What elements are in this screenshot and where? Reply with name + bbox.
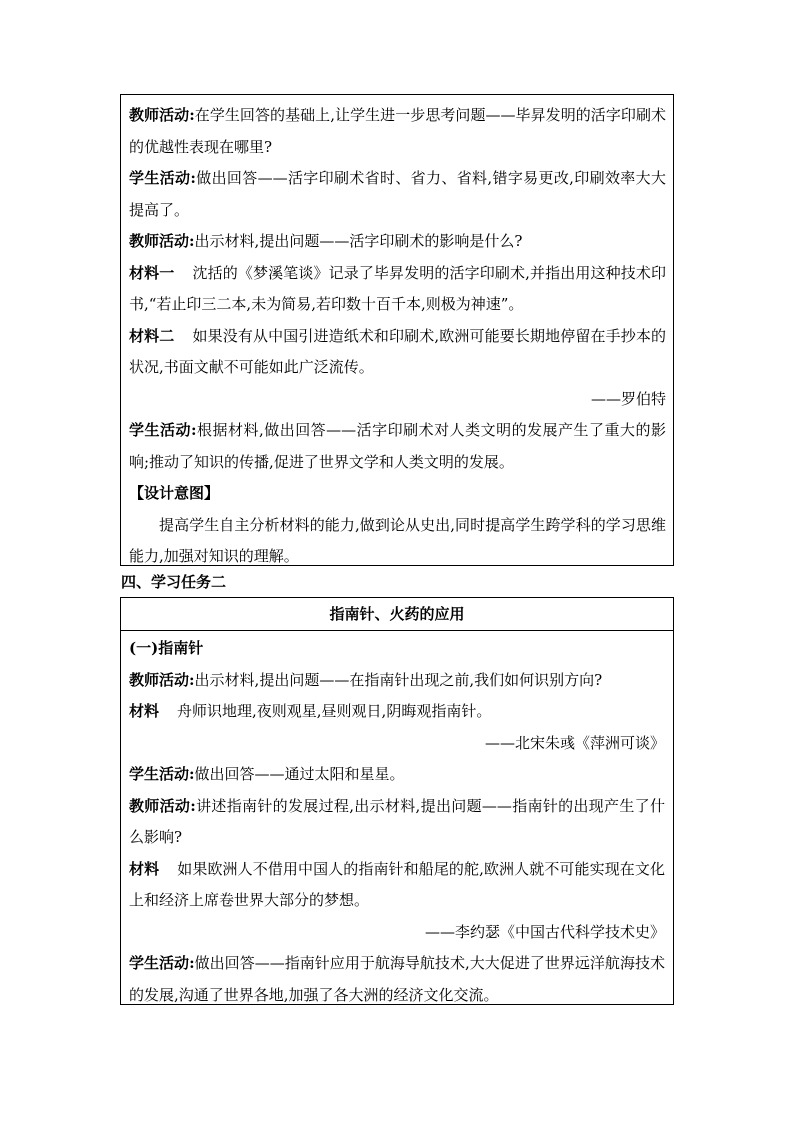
- material-label: 材料: [129, 859, 160, 878]
- activity-label: 教师活动:: [129, 106, 195, 124]
- material-3-source: ——北宋朱彧《萍洲可谈》: [484, 733, 665, 752]
- material-text: 如果欧洲人不借用中国人的指南针和船尾的舵,欧洲人就不可能实现在文化上和经济上席卷世界大部分的梦想。: [129, 859, 665, 909]
- activity-text: 做出回答——通过太阳和星星。: [194, 765, 405, 783]
- activity-text: 在学生回答的基础上,让学生进一步思考问题——毕昇发明的活字印刷术的优越性表现在哪里?: [129, 106, 666, 156]
- teacher-activity-1: [129, 100, 666, 163]
- design-intent-text: 提高学生自主分析材料的能力,做到论从史出,同时提高学生跨学科的学习思维能力,加强对知识的理解。: [129, 515, 666, 565]
- activity-label: 学生活动:: [129, 169, 196, 187]
- teacher-activity-3: [129, 665, 665, 697]
- material-label: 材料二: [129, 326, 175, 345]
- design-intent-heading: 【设计意图】: [129, 484, 220, 502]
- activity-label: 学生活动:: [129, 954, 195, 972]
- student-activity-4: [129, 948, 665, 1011]
- teacher-activity-4: [129, 791, 665, 854]
- material-text: 舟师识地理,夜则观星,昼则观日,阴晦观指南针。: [177, 702, 492, 720]
- section-heading: 四、学习任务二: [121, 573, 227, 591]
- student-activity-3: [129, 759, 665, 791]
- material-2: [129, 321, 666, 384]
- material-4: [129, 854, 665, 917]
- material-1: [129, 258, 666, 321]
- material-label: 材料一: [129, 263, 175, 282]
- student-activity-2: [129, 415, 666, 478]
- activity-label: 教师活动:: [129, 670, 195, 689]
- lesson-box-continued: [120, 94, 674, 566]
- lesson-box-task-two: [120, 597, 674, 1005]
- activity-label: 教师活动:: [129, 796, 196, 815]
- activity-label: 学生活动:: [129, 765, 195, 783]
- material-4-source: ——李约瑟《中国古代科学技术史》: [424, 922, 665, 941]
- material-label: 材料: [129, 702, 160, 720]
- box-title: 指南针、火药的应用: [121, 598, 673, 631]
- activity-text: 做出回答——指南针应用于航海导航技术,大大促进了世界远洋航海技术的发展,沟通了世界各地,加强了各大洲的经济文化交流。: [129, 954, 665, 1004]
- material-text: 沈括的《梦溪笔谈》记录了毕昇发明的活字印刷术,并指出用这种技术印书,“若止印三二本,未为简易,若印数十百千本,则极为神速”。: [129, 263, 666, 313]
- activity-text: 出示材料,提出问题——活字印刷术的影响是什么?: [194, 232, 523, 250]
- material-3: [129, 696, 665, 728]
- activity-label: 学生活动:: [129, 421, 197, 439]
- activity-text: 做出回答——活字印刷术省时、省力、省料,错字易更改,印刷效率大大提高了。: [129, 169, 666, 219]
- sub-heading: (一)指南针: [129, 639, 204, 657]
- teacher-activity-2: [129, 226, 666, 258]
- activity-label: 教师活动:: [129, 232, 195, 250]
- student-activity-1: [129, 163, 666, 226]
- activity-text: 根据材料,做出回答——活字印刷术对人类文明的发展产生了重大的影响;推动了知识的传播,促进了世界文学和人类文明的发展。: [129, 421, 666, 471]
- activity-text: 出示材料,提出问题——在指南针出现之前,我们如何识别方向?: [194, 670, 603, 689]
- material-2-source: ——罗伯特: [590, 389, 666, 408]
- material-text: 如果没有从中国引进造纸术和印刷术,欧洲可能要长期地停留在手抄本的状况,书面文献不可能如此广泛流传。: [129, 326, 666, 376]
- activity-text: 讲述指南针的发展过程,出示材料,提出问题——指南针的出现产生了什么影响?: [129, 796, 665, 846]
